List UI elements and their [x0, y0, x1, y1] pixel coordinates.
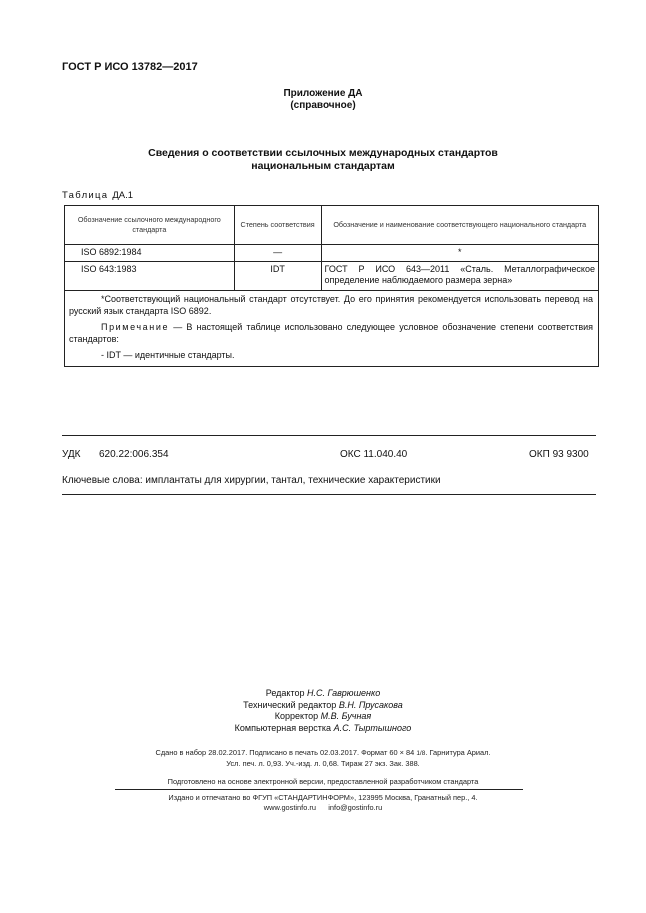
- cell-standard: ISO 643:1983: [65, 262, 235, 291]
- table-footnote-row: [65, 291, 599, 367]
- credit-editor: [0, 688, 646, 700]
- section-title-line1: Сведения о соответствии ссылочных международных стандартов: [148, 147, 498, 159]
- format-fraction: 1/8: [416, 750, 426, 757]
- imprint-line5: www.gostinfo.ru info@gostinfo.ru: [263, 803, 383, 812]
- keywords: Ключевые слова: имплантаты для хирургии, тантал, технические характеристики: [62, 475, 441, 486]
- table-caption-number: ДА.1: [112, 190, 134, 201]
- header-national-standard: Обозначение и наименование соответствующего национального стандарта: [321, 206, 598, 245]
- footnote-text: *Соответствующий национальный стандарт отсутствует. До его принятия рекомендуется использовать перевод на русский язык стандарта ISO 6892.: [69, 294, 593, 316]
- credit-name: В.Н. Прусакова: [338, 699, 403, 710]
- document-code: ГОСТ Р ИСО 13782—2017: [62, 61, 198, 73]
- table-row: [65, 262, 599, 291]
- table-header-row: [65, 206, 599, 245]
- appendix-title: Приложение ДА: [283, 88, 363, 99]
- imprint-line1: [0, 748, 646, 760]
- note-label: Примечание: [101, 322, 170, 332]
- oks-code: ОКС 11.040.40: [340, 449, 408, 460]
- imprint-line3: Подготовлено на основе электронной версии, предоставленной разработчиком стандарта: [167, 777, 479, 786]
- cell-degree: IDT: [234, 262, 321, 291]
- table-row: [65, 245, 599, 262]
- credit-role: Технический редактор: [243, 699, 337, 710]
- appendix-heading: [0, 88, 646, 112]
- credits-block: [0, 688, 646, 734]
- credit-role: Корректор: [274, 711, 319, 721]
- appendix-subtitle: (справочное): [290, 100, 356, 111]
- credit-name: Н.С. Гаврюшенко: [307, 688, 381, 698]
- divider-keywords: [62, 494, 596, 495]
- credit-tech-editor: [0, 700, 646, 712]
- udk-value: 620.22:006.354: [99, 449, 169, 460]
- header-degree: Степень соответствия: [234, 206, 321, 245]
- header-international-standard: Обозначение ссылочного международного стандарта: [65, 206, 235, 245]
- okp-code: ОКП 93 9300: [529, 449, 589, 460]
- note-text: — В настоящей таблице использовано следующее условное обозначение степени соответствия стандартов:: [69, 322, 593, 344]
- credit-role: Компьютерная верстка: [234, 722, 332, 733]
- note-paragraph: [69, 322, 593, 345]
- divider-imprint: [115, 789, 523, 790]
- imprint-line1a: Сдано в набор 28.02.2017. Подписано в печать 02.03.2017. Формат 60 × 84: [155, 748, 417, 757]
- imprint-line4: Издано и отпечатано во ФГУП «СТАНДАРТИНФОРМ», 123995 Москва, Гранатный пер., 4.: [168, 793, 478, 802]
- credit-layout: [0, 723, 646, 735]
- cell-standard: ISO 6892:1984: [65, 245, 235, 262]
- credit-role: Редактор: [265, 688, 305, 698]
- imprint-line1b: . Гарнитура Ариал.: [425, 748, 491, 757]
- correspondence-table: [64, 205, 599, 367]
- footnote-cell: [65, 291, 599, 367]
- table-caption: [62, 190, 133, 201]
- udk-label: УДК: [62, 449, 81, 460]
- table-caption-word: Таблица: [62, 190, 109, 201]
- credit-name: А.С. Тыртышного: [333, 722, 412, 733]
- section-title: [0, 147, 646, 173]
- cell-national: ГОСТ Р ИСО 643—2011 «Сталь. Металлографическое определение наблюдаемого размера зерна»: [321, 262, 598, 291]
- imprint-line2: Усл. печ. л. 0,93. Уч.-изд. л. 0,68. Тираж 27 экз. Зак. 388.: [226, 759, 420, 768]
- divider-top: [62, 435, 596, 436]
- note-item: - IDT — идентичные стандарты.: [101, 350, 235, 360]
- credit-name: М.В. Бучная: [320, 711, 372, 721]
- credit-corrector: [0, 711, 646, 723]
- cell-degree: —: [234, 245, 321, 262]
- cell-national: *: [321, 245, 598, 262]
- section-title-line2: национальным стандартам: [251, 160, 395, 172]
